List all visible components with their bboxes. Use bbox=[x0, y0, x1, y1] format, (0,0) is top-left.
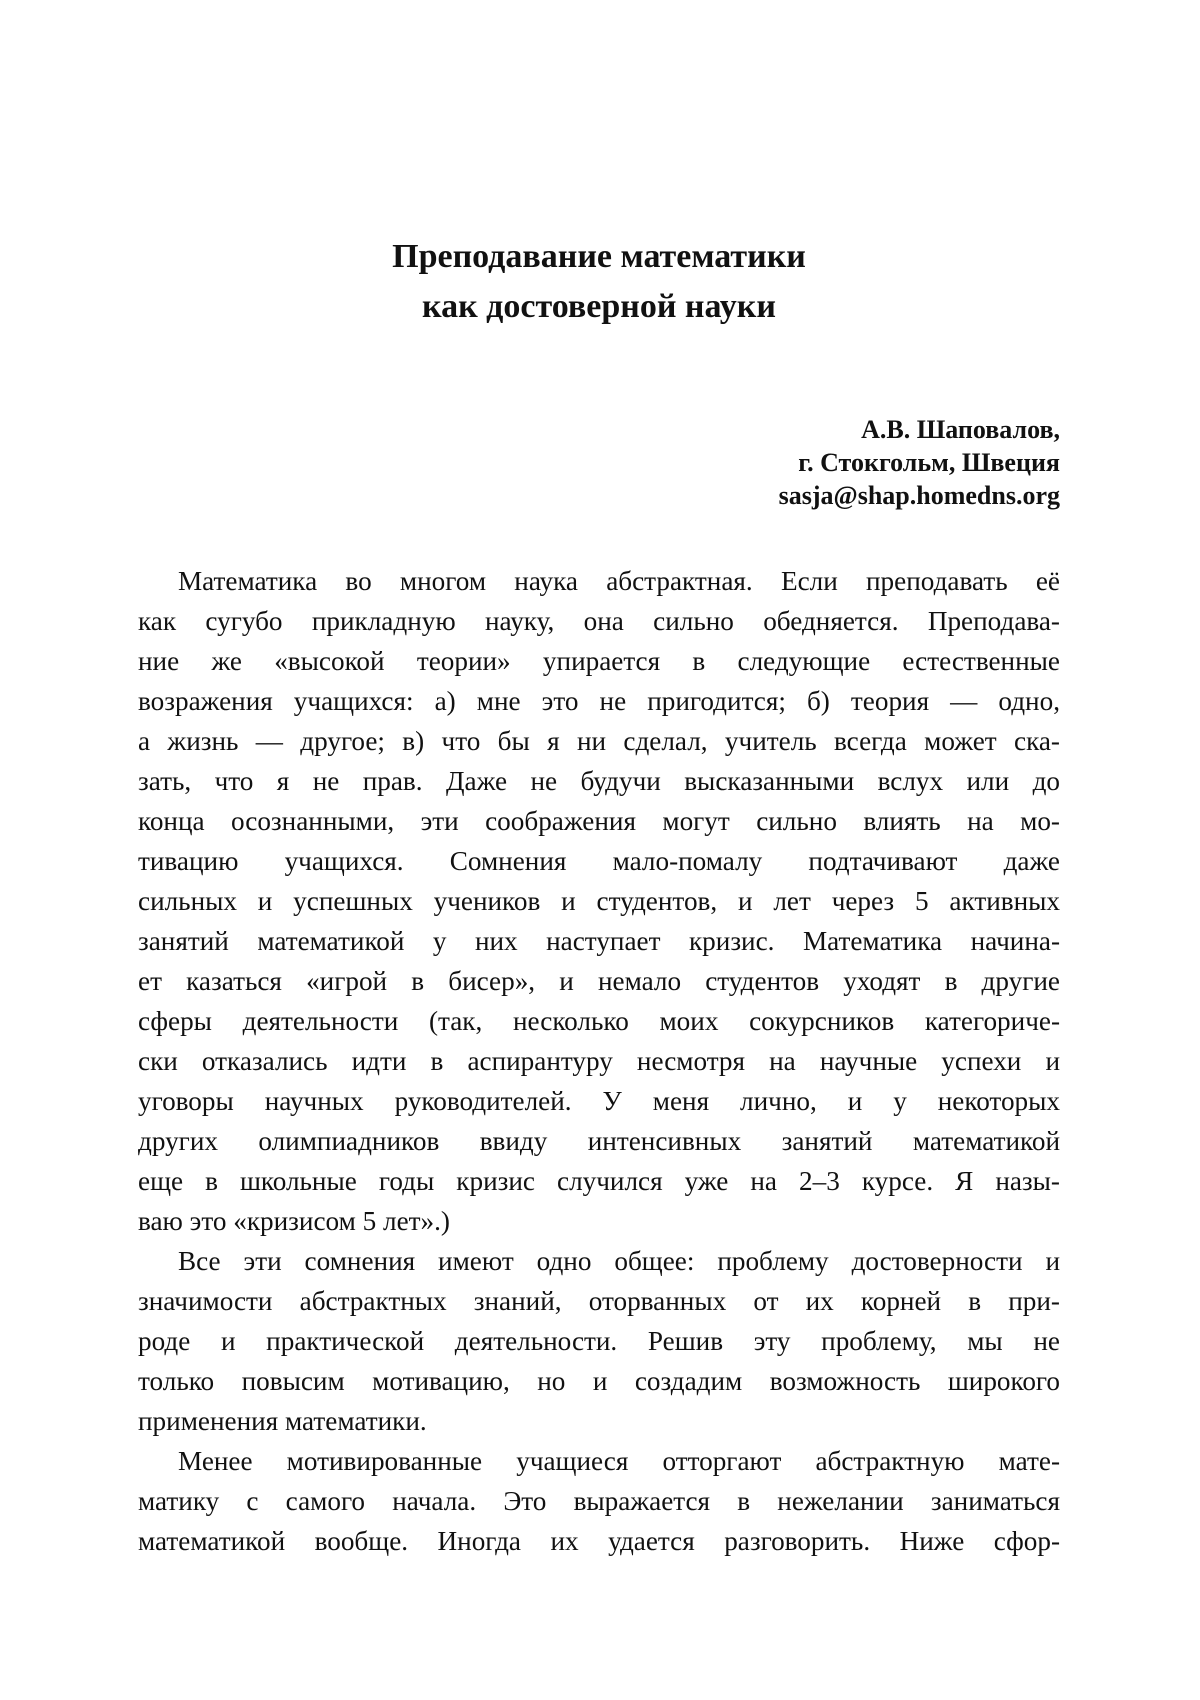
paragraph-line: уговоры научных руководителей. У меня лично, и у некоторых bbox=[138, 1086, 1060, 1116]
paragraph bbox=[138, 1241, 1060, 1441]
paragraph-line: еще в школьные годы кризис случился уже на 2–3 курсе. Я назы- bbox=[138, 1166, 1060, 1196]
paragraph-line: ние же «высокой теории» упирается в следующие естественные bbox=[138, 646, 1060, 676]
paragraph-line: Менее мотивированные учащиеся отторгают абстрактную мате- bbox=[178, 1446, 1060, 1476]
paragraph-line: роде и практической деятельности. Решив эту проблему, мы не bbox=[138, 1326, 1060, 1356]
paragraph-line: значимости абстрактных знаний, оторванных от их корней в при- bbox=[138, 1286, 1060, 1316]
paragraph-line: возражения учащихся: а) мне это не пригодится; б) теория — одно, bbox=[138, 686, 1060, 716]
paragraph-line: сильных и успешных учеников и студентов, и лет через 5 активных bbox=[138, 886, 1060, 916]
paragraph bbox=[138, 1441, 1060, 1561]
paragraph-line: других олимпиадников ввиду интенсивных занятий математикой bbox=[138, 1126, 1060, 1156]
title-line: как достоверной науки bbox=[422, 288, 776, 325]
paragraph-line: Все эти сомнения имеют одно общее: проблему достоверности и bbox=[178, 1246, 1060, 1276]
paragraph-line: а жизнь — другое; в) что бы я ни сделал, учитель всегда может ска- bbox=[138, 726, 1060, 756]
paragraph-line: ваю это «кризисом 5 лет».) bbox=[138, 1206, 450, 1236]
paragraph-line: применения математики. bbox=[138, 1406, 427, 1436]
paragraph-line: сферы деятельности (так, несколько моих сокурсников категориче- bbox=[138, 1006, 1060, 1036]
article-body bbox=[138, 561, 1060, 1561]
paragraph-line: только повысим мотивацию, но и создадим возможность широкого bbox=[138, 1366, 1060, 1396]
article-title bbox=[138, 232, 1060, 332]
paragraph bbox=[138, 561, 1060, 1241]
paragraph-line: тивацию учащихся. Сомнения мало-помалу подтачивают даже bbox=[138, 846, 1060, 876]
author-block bbox=[600, 413, 1060, 512]
author-location: г. Стокгольм, Швеция bbox=[798, 448, 1060, 477]
paragraph-line: математикой вообще. Иногда их удается разговорить. Ниже сфор- bbox=[138, 1526, 1060, 1556]
paragraph-line: Математика во многом наука абстрактная. Если преподавать её bbox=[178, 566, 1060, 596]
paragraph-line: ски отказались идти в аспирантуру несмотря на научные успехи и bbox=[138, 1046, 1060, 1076]
paragraph-line: зать, что я не прав. Даже не будучи высказанными вслух или до bbox=[138, 766, 1060, 796]
paragraph-line: занятий математикой у них наступает кризис. Математика начина- bbox=[138, 926, 1060, 956]
author-email: sasja@shap.homedns.org bbox=[778, 481, 1060, 510]
paragraph-line: ет казаться «игрой в бисер», и немало студентов уходят в другие bbox=[138, 966, 1060, 996]
paragraph-line: конца осознанными, эти соображения могут сильно влиять на мо- bbox=[138, 806, 1060, 836]
paragraph-line: как сугубо прикладную науку, она сильно обедняется. Преподава- bbox=[138, 606, 1060, 636]
title-line: Преподавание математики bbox=[392, 238, 806, 275]
paragraph-line: матику с самого начала. Это выражается в нежелании заниматься bbox=[138, 1486, 1060, 1516]
author-name: А.В. Шаповалов, bbox=[861, 415, 1060, 444]
